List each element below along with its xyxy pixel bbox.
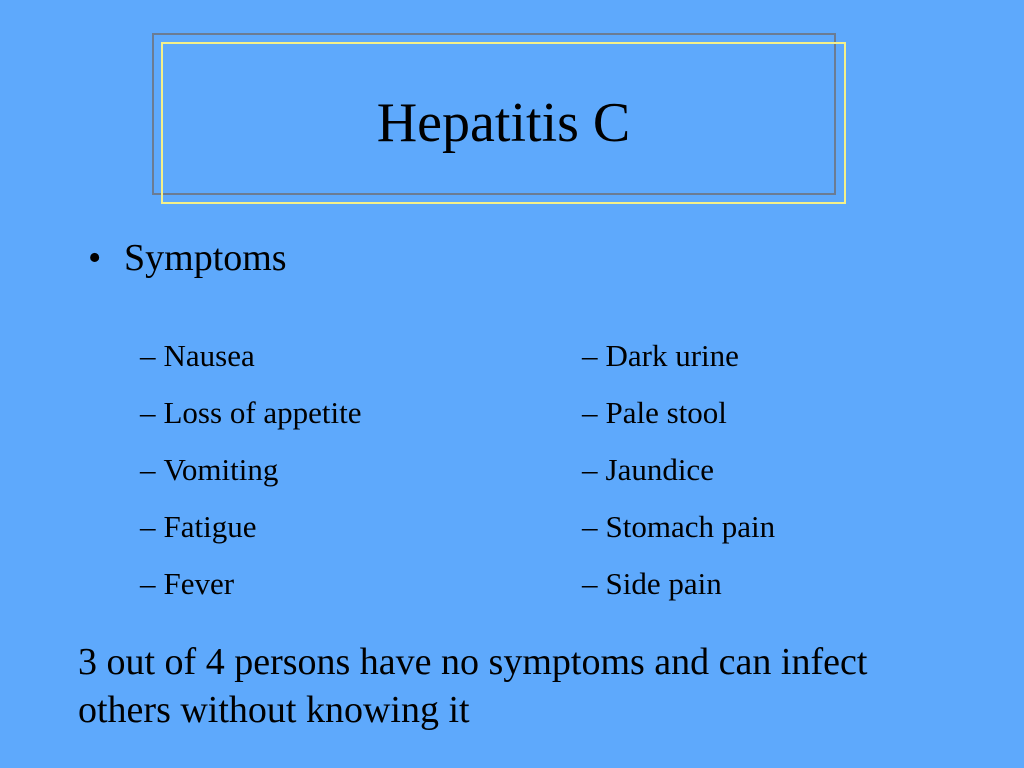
list-item-label: Fatigue <box>163 509 257 544</box>
list-item-label: Nausea <box>163 338 255 373</box>
dash-marker: – <box>140 452 156 487</box>
list-item <box>140 498 362 555</box>
list-item <box>582 441 775 498</box>
list-item <box>582 498 775 555</box>
list-item <box>582 555 775 612</box>
list-item-label: Vomiting <box>163 452 279 487</box>
dash-marker: – <box>582 509 598 544</box>
dash-marker: – <box>140 395 156 430</box>
list-item <box>140 384 362 441</box>
dash-marker: – <box>140 338 156 373</box>
bullet-symptoms <box>88 234 287 282</box>
list-item-label: Dark urine <box>605 338 739 373</box>
symptom-list-left <box>140 327 362 612</box>
slide-note: 3 out of 4 persons have no symptoms and can infect others without knowing it <box>78 641 868 731</box>
list-item-label: Jaundice <box>605 452 714 487</box>
list-item-label: Stomach pain <box>605 509 776 544</box>
list-item <box>582 384 775 441</box>
slide-title: Hepatitis C <box>376 92 631 154</box>
bullet-label: Symptoms <box>124 237 287 279</box>
dash-marker: – <box>582 395 598 430</box>
list-item <box>140 441 362 498</box>
bullet-marker: • <box>88 237 102 279</box>
dash-marker: – <box>582 566 598 601</box>
dash-marker: – <box>582 338 598 373</box>
dash-marker: – <box>140 509 156 544</box>
dash-marker: – <box>582 452 598 487</box>
list-item <box>140 327 362 384</box>
list-item <box>582 327 775 384</box>
list-item-label: Pale stool <box>605 395 727 430</box>
list-item-label: Side pain <box>605 566 722 601</box>
symptom-list-right <box>582 327 775 612</box>
list-item <box>140 555 362 612</box>
list-item-label: Fever <box>163 566 235 601</box>
dash-marker: – <box>140 566 156 601</box>
list-item-label: Loss of appetite <box>163 395 362 430</box>
